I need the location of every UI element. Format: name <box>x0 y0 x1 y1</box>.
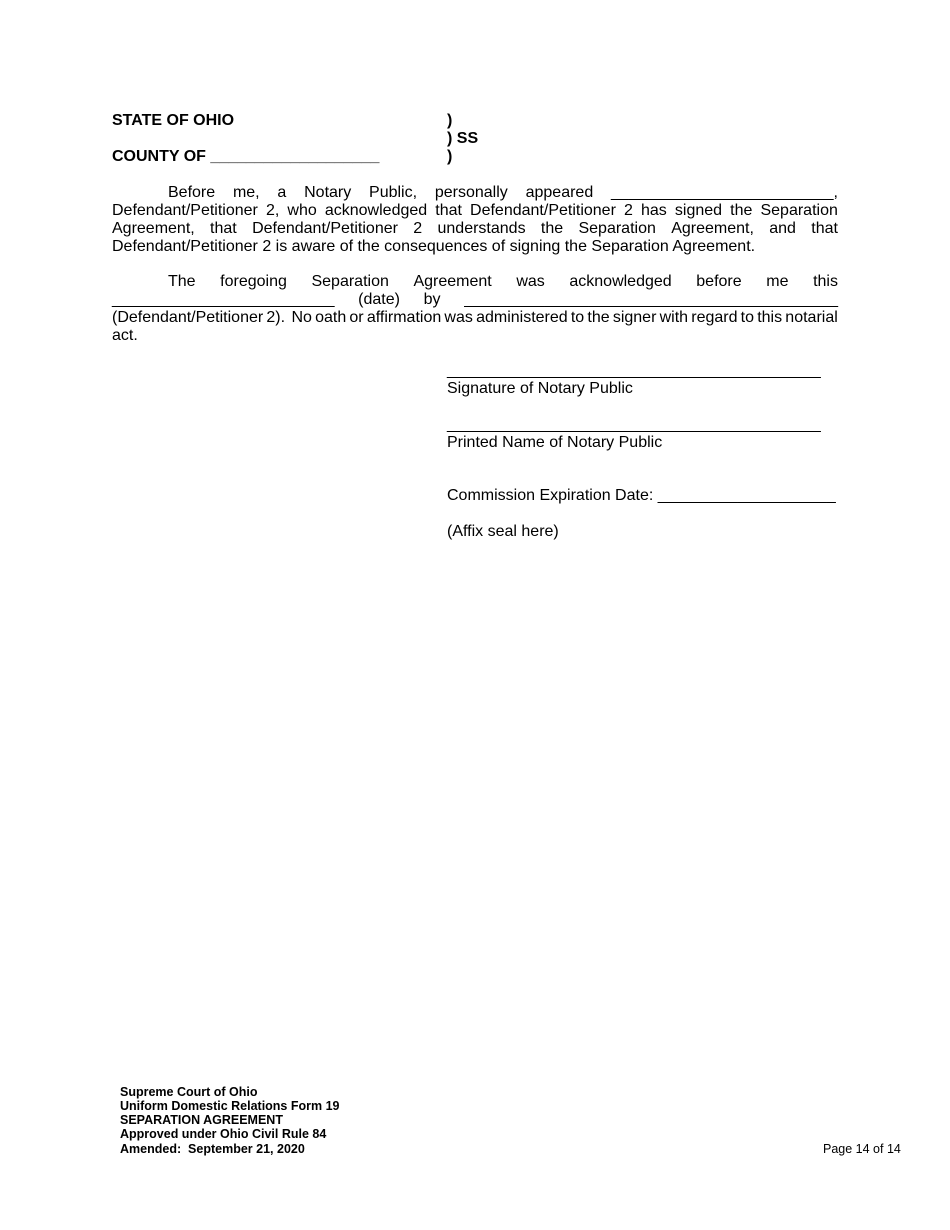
word: 2, <box>265 202 280 219</box>
word: Notary <box>304 184 352 201</box>
word: appeared <box>525 184 594 201</box>
word: who <box>287 202 317 219</box>
page-number: Page 14 of 14 <box>823 1142 901 1156</box>
word: and <box>769 220 796 237</box>
paragraph2-line1 <box>168 273 838 291</box>
word: this <box>757 309 783 326</box>
word: Separation <box>760 202 838 219</box>
footer-form: Uniform Domestic Relations Form 19 <box>120 1099 340 1113</box>
word: Agreement, <box>112 220 195 237</box>
word: Public, <box>369 184 418 201</box>
paragraph2-line4: act. <box>112 327 138 344</box>
word: understands <box>437 220 526 237</box>
word: personally <box>434 184 508 201</box>
word: (date) <box>358 291 400 308</box>
paragraph1-line4: Defendant/Petitioner 2 is aware of the consequences of signing the Separation Agreement. <box>112 238 756 255</box>
commission-expiration-field[interactable]: Commission Expiration Date: ____________________ <box>447 487 836 504</box>
paragraph2-line3 <box>112 309 838 327</box>
word: 2). <box>266 309 286 326</box>
word: acknowledged <box>324 202 428 219</box>
word: me, <box>232 184 260 201</box>
word: me <box>766 273 789 290</box>
word: administered <box>476 309 568 326</box>
paren-bottom: ) <box>447 148 453 165</box>
word: this <box>813 273 838 290</box>
word: notarial <box>785 309 838 326</box>
paragraph1-line2 <box>112 202 838 220</box>
footer-title: SEPARATION AGREEMENT <box>120 1113 283 1127</box>
word: Separation <box>311 273 389 290</box>
word: acknowledged <box>569 273 672 290</box>
county-label: COUNTY OF ___________________ <box>112 148 380 165</box>
word: that <box>435 202 462 219</box>
word: affirmation <box>366 309 442 326</box>
word: _________________________ <box>112 291 335 308</box>
word: signer <box>612 309 657 326</box>
signature-label: Signature of Notary Public <box>447 380 633 397</box>
word: that <box>811 220 838 237</box>
word: Agreement, <box>671 220 754 237</box>
word: oath <box>315 309 347 326</box>
state-label: STATE OF OHIO <box>112 112 235 129</box>
word: the <box>730 202 753 219</box>
word: has <box>641 202 667 219</box>
footer-approval: Approved under Ohio Civil Rule 84 <box>120 1127 327 1141</box>
word: foregoing <box>220 273 287 290</box>
seal-label: (Affix seal here) <box>447 523 559 540</box>
paren-top: ) <box>447 112 453 129</box>
paragraph1-line3 <box>112 220 838 238</box>
word: _________________________, <box>611 184 838 201</box>
word: (Defendant/Petitioner <box>112 309 264 326</box>
word: that <box>210 220 237 237</box>
printed-name-line[interactable]: __________________________________________ <box>447 416 821 433</box>
footer-court: Supreme Court of Ohio <box>120 1085 258 1099</box>
word: Defendant/Petitioner <box>252 220 398 237</box>
word: a <box>277 184 287 201</box>
word: Defendant/Petitioner <box>470 202 616 219</box>
paren-ss: ) SS <box>447 130 479 147</box>
word: Defendant/Petitioner <box>112 202 258 219</box>
word: signed <box>674 202 723 219</box>
word: to <box>740 309 755 326</box>
signature-line[interactable]: __________________________________________ <box>447 362 821 379</box>
word: the <box>540 220 564 237</box>
word: before <box>696 273 742 290</box>
word: The <box>168 273 196 290</box>
word: was <box>444 309 473 326</box>
footer-amended: Amended: September 21, 2020 <box>120 1142 305 1156</box>
word: 2 <box>624 202 633 219</box>
word: No <box>291 309 312 326</box>
word: with <box>659 309 689 326</box>
word: 2 <box>413 220 423 237</box>
word: or <box>349 309 364 326</box>
word: to <box>570 309 585 326</box>
word: by <box>423 291 441 308</box>
printed-name-label: Printed Name of Notary Public <box>447 434 663 451</box>
word: Agreement <box>413 273 492 290</box>
word: regard <box>691 309 738 326</box>
word: Separation <box>578 220 656 237</box>
word: __________________________________________ <box>464 291 838 308</box>
paragraph2-line2 <box>112 291 838 309</box>
word: the <box>587 309 610 326</box>
paragraph1-line1 <box>168 184 838 202</box>
word: Before <box>168 184 216 201</box>
word: was <box>516 273 545 290</box>
